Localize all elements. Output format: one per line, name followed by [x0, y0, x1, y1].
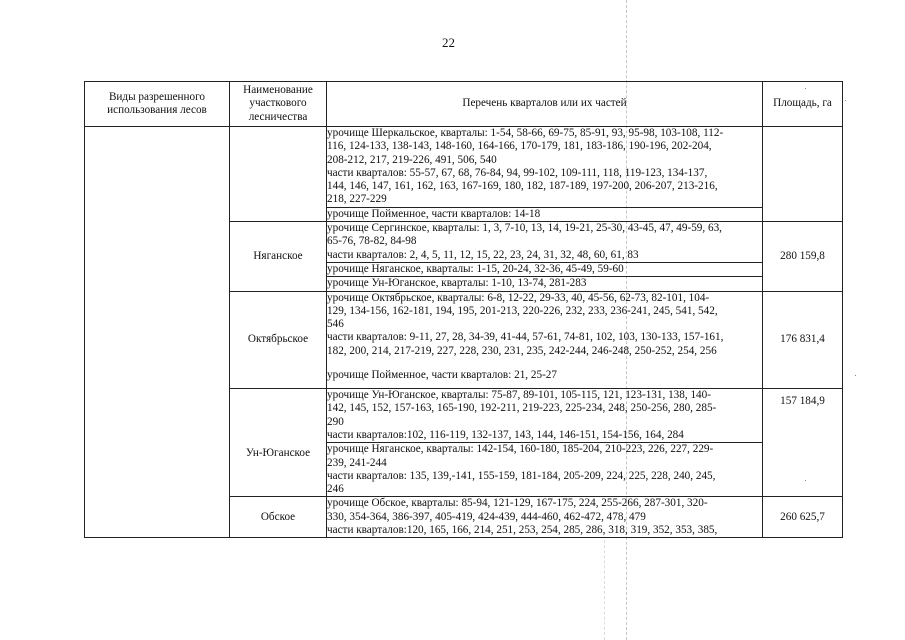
quarters-line: 246 — [327, 483, 344, 496]
forestry-name-oktyabr: Октябрьское — [230, 291, 327, 388]
scan-artifact-line — [604, 540, 605, 640]
header-area — [763, 82, 843, 127]
quarters-cell — [327, 207, 763, 221]
quarters-line: части кварталов: 55-57, 67, 68, 76-84, 94, 99-102, 109-111, 118, 119-123, 134-137, — [327, 166, 708, 179]
area-unyugan: 157 184,9 — [763, 389, 843, 497]
forest-quarters-table — [84, 81, 843, 538]
quarters-line: урочище Няганское, кварталы: 1-15, 20-24, 32-36, 45-49, 59-60 — [327, 262, 624, 275]
quarters-cell — [327, 291, 763, 358]
area-nyagan: 280 159,8 — [763, 222, 843, 291]
quarters-cell — [327, 497, 763, 538]
header-forestry-label: Наименование участкового лесничества — [243, 84, 313, 123]
quarters-line: урочище Ун-Юганское, кварталы: 1-10, 13-74, 281-283 — [327, 277, 587, 290]
forestry-name-nyagan: Няганское — [230, 222, 327, 291]
page-number: 22 — [442, 35, 455, 50]
quarters-line: 218, 227-229 — [327, 193, 387, 206]
quarters-line: 65-76, 78-82, 84-98 — [327, 235, 417, 248]
quarters-line: 208-212, 217, 219-226, 491, 506, 540 — [327, 153, 497, 166]
quarters-line: части кварталов: 9-11, 27, 28, 34-39, 41-44, 57-61, 74-81, 102, 103, 130-133, 157-161, — [327, 331, 724, 344]
quarters-line: 290 — [327, 415, 344, 428]
quarters-cell — [327, 222, 763, 263]
header-use-type-label: Виды разрешенного использования лесов — [107, 90, 207, 116]
quarters-line: части кварталов: 135, 139,-141, 155-159, 181-184, 205-209, 224, 225, 228, 240, 245, — [327, 469, 716, 482]
quarters-line: урочище Пойменное, части кварталов: 14-18 — [327, 207, 541, 220]
header-forestry — [230, 82, 327, 127]
quarters-cell — [327, 443, 763, 497]
header-area-label: Площадь, га — [773, 97, 832, 110]
quarters-cell — [327, 262, 763, 276]
quarters-line: 116, 124-133, 138-143, 148-160, 164-166, 170-179, 181, 183-186, 190-196, 202-204, — [327, 140, 712, 153]
quarters-cell — [327, 389, 763, 443]
quarters-cell — [327, 127, 763, 208]
quarters-line: 546 — [327, 318, 344, 331]
scan-artifact-dot — [855, 375, 856, 376]
forestry-cell-empty — [230, 127, 327, 222]
header-quarters — [327, 82, 763, 127]
header-use-type — [85, 82, 230, 127]
header-quarters-label: Перечень кварталов или их частей — [462, 97, 627, 110]
area-oktyabr: 176 831,4 — [763, 291, 843, 388]
quarters-line: урочище Сергинское, кварталы: 1, 3, 7-10, 13, 14, 19-21, 25-30, 43-45, 47, 49-59, 63, — [327, 222, 722, 235]
area-cell-empty — [763, 127, 843, 222]
area-obskoe: 260 625,7 — [763, 497, 843, 538]
quarters-line: урочище Октябрьское, кварталы: 6-8, 12-22, 29-33, 40, 45-56, 62-73, 82-101, 104- — [327, 291, 710, 304]
quarters-line: урочище Няганское, кварталы: 142-154, 160-180, 185-204, 210-223, 226, 227, 229- — [327, 443, 714, 456]
quarters-line: урочище Обское, кварталы: 85-94, 121-129, 167-175, 224, 255-266, 287-301, 320- — [327, 497, 708, 510]
quarters-line: 239, 241-244 — [327, 456, 387, 469]
quarters-line: 182, 200, 214, 217-219, 227, 228, 230, 231, 235, 242-244, 246-248, 250-252, 254, 256 — [327, 344, 717, 357]
quarters-line: части кварталов:102, 116-119, 132-137, 143, 144, 146-151, 154-156, 164, 284 — [327, 428, 684, 441]
quarters-line: части кварталов: 2, 4, 5, 11, 12, 15, 22, 23, 24, 31, 32, 48, 60, 61, 83 — [327, 248, 639, 261]
quarters-line: урочище Пойменное, части кварталов: 21, 25-27 — [327, 369, 557, 382]
quarters-line: 330, 354-364, 386-397, 405-419, 424-439, 444-460, 462-472, 478, 479 — [327, 510, 646, 523]
table-row — [85, 127, 843, 208]
quarters-cell — [327, 277, 763, 291]
forestry-name-obskoe: Обское — [230, 497, 327, 538]
quarters-cell — [327, 358, 763, 389]
use-type-cell — [85, 127, 230, 538]
quarters-line: урочище Ун-Юганское, кварталы: 75-87, 89-101, 105-115, 121, 123-131, 138, 140- — [327, 389, 711, 402]
quarters-line: части кварталов:120, 165, 166, 214, 251, 253, 254, 285, 286, 318, 319, 352, 353, 385, — [327, 524, 718, 537]
quarters-line: урочище Шеркальское, кварталы: 1-54, 58-66, 69-75, 85-91, 93, 95-98, 103-108, 112- — [327, 127, 724, 139]
quarters-line: 129, 134-156, 162-181, 194, 195, 201-213, 220-226, 232, 233, 236-241, 245, 541, 542, — [327, 304, 718, 317]
quarters-line: 144, 146, 147, 161, 162, 163, 167-169, 180, 182, 187-189, 197-200, 206-207, 213-216, — [327, 180, 718, 193]
quarters-line: 142, 145, 152, 157-163, 165-190, 192-211, 219-223, 225-234, 248, 250-256, 280, 285- — [327, 402, 717, 415]
scan-artifact-dot — [845, 100, 846, 101]
forestry-name-unyugan: Ун-Юганское — [230, 389, 327, 497]
table-header-row — [85, 82, 843, 127]
